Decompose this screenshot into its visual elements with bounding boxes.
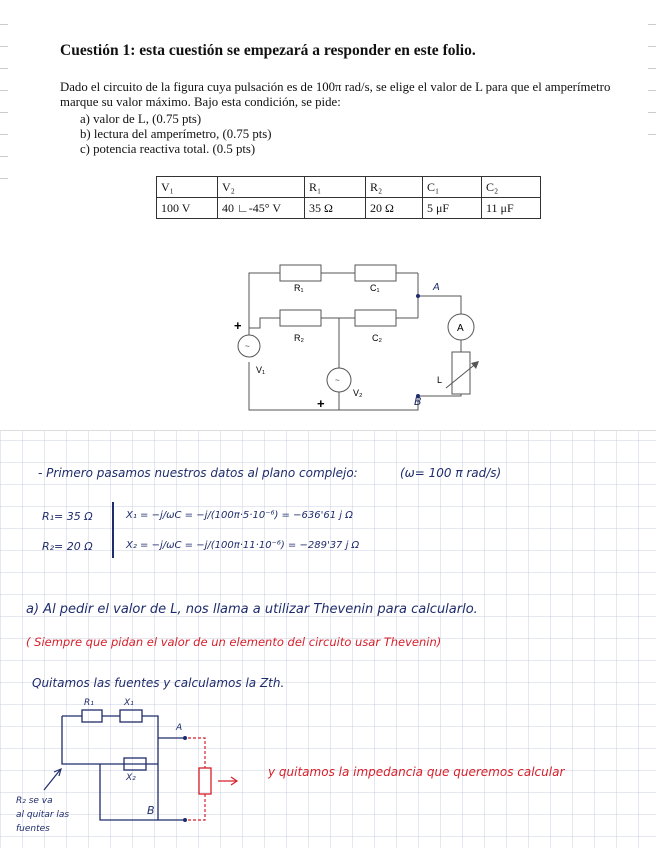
question-item-b: b) lectura del amperímetro, (0.75 pts): [80, 127, 272, 141]
header-c1: C₁: [423, 177, 482, 198]
handwritten-intro-line: - Primero pasamos nuestros datos al plano complejo:: [38, 466, 358, 480]
handwritten-r2-note-line1: R₂ se va: [16, 796, 53, 806]
label-v1: V₁: [256, 365, 266, 375]
question-intro: Dado el circuito de la figura cuya pulsación es de 100π rad/s, se elige el valor de L para que el amperímetro marque su valor máximo. Bajo esta condición, se pide:: [60, 80, 611, 109]
header-r2: R₂: [366, 177, 423, 198]
header-v1: V₁: [157, 177, 218, 198]
question-item-a: a) valor de L, (0.75 pts): [80, 112, 202, 126]
plus-v1: +: [234, 318, 242, 333]
svg-text:~: ~: [335, 376, 340, 385]
handwritten-r1: R₁= 35 Ω: [42, 510, 93, 523]
header-c2: C₂: [482, 177, 541, 198]
value-c1: 5 μF: [423, 198, 482, 219]
value-r1: 35 Ω: [305, 198, 366, 219]
label-r1: R₁: [294, 283, 304, 293]
value-v2: 40 ∟-45° V: [218, 198, 305, 219]
label-c2: C₂: [372, 333, 382, 343]
removed-impedance-icon: [199, 768, 211, 794]
resistor-r1: [280, 265, 321, 281]
handwritten-remove-sources: Quitamos las fuentes y calculamos la Zth.: [32, 676, 285, 690]
resistor-r2: [280, 310, 321, 326]
value-r2: 20 Ω: [366, 198, 423, 219]
sketch-resistor-r1: [82, 710, 102, 722]
sketch-label-a: A: [176, 723, 183, 733]
question-item-c: c) potencia reactiva total. (0.5 pts): [80, 142, 256, 156]
handwritten-part-a: a) Al pedir el valor de L, nos llama a utilizar Thevenin para calcularlo.: [26, 602, 478, 617]
handwritten-x2-equation: X₂ = −j/ωC = −j/(100π·11·10⁻⁶) = −289'37 j Ω: [126, 540, 360, 551]
value-v1: 100 V: [157, 198, 218, 219]
sketch-label-b: B: [147, 804, 155, 817]
plus-v2: +: [317, 396, 325, 411]
header-v2: V₂: [218, 177, 305, 198]
svg-text:~: ~: [245, 342, 250, 351]
sketch-label-x2: X₂: [126, 773, 136, 783]
label-v2: V₂: [353, 388, 363, 398]
node-a-label: A: [433, 282, 440, 293]
label-inductor: L: [437, 375, 443, 385]
sketch-label-x1: X₁: [124, 698, 134, 708]
handwritten-bracket: [112, 502, 114, 558]
handwritten-x1-equation: X₁ = −j/ωC = −j/(100π·5·10⁻⁶) = −636'61 j Ω: [126, 510, 353, 521]
handwritten-r2: R₂= 20 Ω: [42, 540, 93, 553]
value-c2: 11 μF: [482, 198, 541, 219]
label-r2: R₂: [294, 333, 304, 343]
header-r1: R₁: [305, 177, 366, 198]
handwritten-r2-note-line2: al quitar las: [16, 810, 70, 820]
capacitor-c2: [355, 310, 396, 326]
handwritten-r2-note-line3: fuentes: [16, 824, 50, 834]
sketch-reactance-x1: [120, 710, 142, 722]
inductor-l: [452, 352, 470, 394]
handwritten-part-a-note: ( Siempre que pidan el valor de un elemento del circuito usar Thevenin): [26, 635, 442, 649]
question-title: Cuestión 1: esta cuestión se empezará a responder en este folio.: [60, 42, 476, 59]
label-ammeter: A: [457, 323, 464, 334]
label-c1: C₁: [370, 283, 380, 293]
sketch-label-r1: R₁: [84, 698, 94, 708]
handwritten-omega: (ω= 100 π rad/s): [400, 466, 502, 480]
node-b-label: B: [414, 395, 422, 408]
handwritten-remove-impedance: y quitamos la impedancia que queremos calcular: [268, 765, 565, 779]
capacitor-c1: [355, 265, 396, 281]
